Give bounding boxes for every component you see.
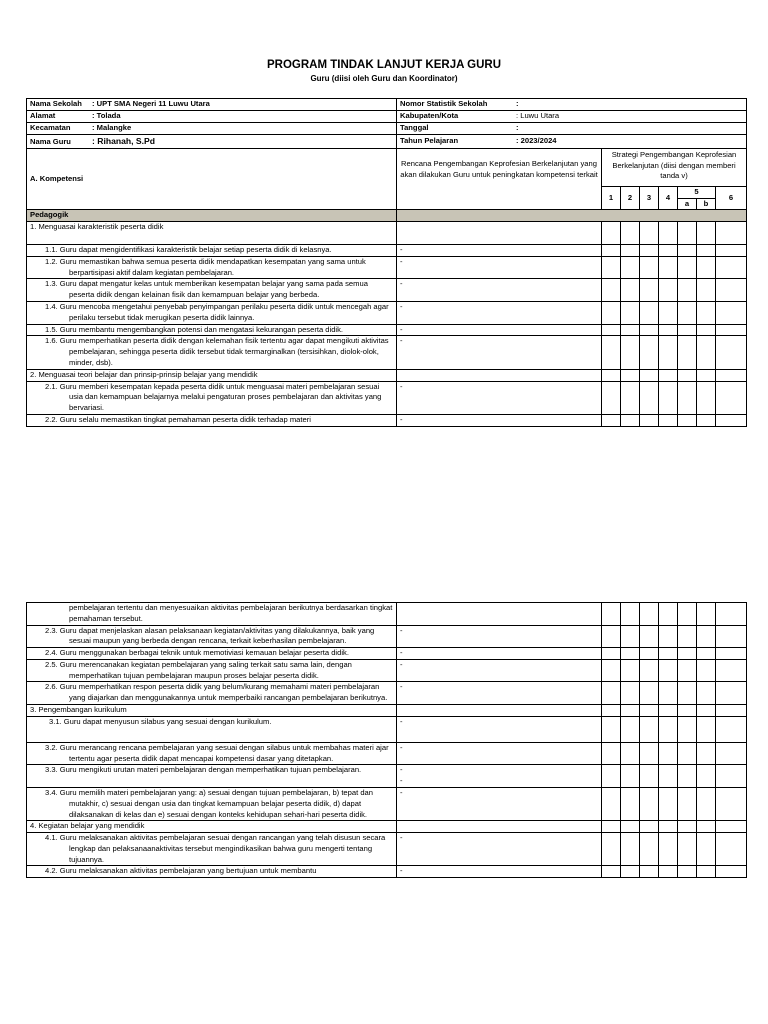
plan-cell bbox=[397, 369, 602, 381]
nss-label: Nomor Statistik Sekolah bbox=[400, 99, 488, 109]
item-text: pembelajaran tertentu dan menyesuaikan aktivitas pembelajaran berikutnya berdasarkan tingkat pemahaman tersebut. bbox=[27, 603, 397, 626]
strategy-check-cell bbox=[697, 659, 716, 682]
strategy-check-cell bbox=[621, 625, 640, 648]
strategy-check-cell bbox=[716, 336, 747, 369]
group-label: 4. Kegiatan belajar yang mendidik bbox=[27, 821, 397, 833]
item-row bbox=[27, 765, 747, 788]
strategy-check-cell bbox=[640, 302, 659, 325]
plan-cell bbox=[397, 705, 602, 717]
strategy-check-cell bbox=[697, 716, 716, 742]
item-row bbox=[27, 682, 747, 705]
strategy-check-cell bbox=[621, 682, 640, 705]
info-row bbox=[27, 111, 747, 123]
strategy-check-cell bbox=[640, 866, 659, 878]
strategy-check-cell bbox=[640, 369, 659, 381]
item-text: 3.3. Guru mengikuti urutan materi pembelajaran dengan memperhatikan tujuan pembelajaran. bbox=[27, 765, 397, 788]
col-6-header: 6 bbox=[716, 186, 747, 210]
strategy-check-cell bbox=[602, 256, 621, 279]
item-text: 4.1. Guru melaksanakan aktivitas pembelajaran sesuai dengan rancangan yang telah disusun secara lengkap dan pelaksanaanaktivitas tersebut mengindikasikan bahwa guru mengerti tentang tujuannya. bbox=[27, 833, 397, 866]
item-row bbox=[27, 716, 747, 742]
strategy-check-cell bbox=[640, 625, 659, 648]
plan-dash: - bbox=[400, 765, 403, 775]
strategy-check-cell bbox=[697, 787, 716, 820]
group-row bbox=[27, 821, 747, 833]
item-row bbox=[27, 381, 747, 414]
item-row bbox=[27, 787, 747, 820]
item-text: 1.5. Guru membantu mengembangkan potensi dan mengatasi kekurangan peserta didik. bbox=[27, 324, 397, 336]
strategy-check-cell bbox=[697, 222, 716, 245]
strategy-check-cell bbox=[602, 821, 621, 833]
item-text: 1.1. Guru dapat mengidentifikasi karakteristik belajar setiap peserta didik di kelasnya. bbox=[27, 245, 397, 257]
strategy-check-cell bbox=[621, 787, 640, 820]
strategy-check-cell bbox=[659, 765, 678, 788]
strategy-check-cell bbox=[716, 821, 747, 833]
strategy-check-cell bbox=[640, 787, 659, 820]
strategy-check-cell bbox=[602, 716, 621, 742]
strategy-check-cell bbox=[659, 336, 678, 369]
nama-guru-cell bbox=[27, 135, 397, 149]
plan-cell: - bbox=[397, 833, 602, 866]
item-row bbox=[27, 659, 747, 682]
strategy-check-cell bbox=[716, 256, 747, 279]
strategy-check-cell bbox=[716, 625, 747, 648]
item-row bbox=[27, 336, 747, 369]
item-row bbox=[27, 302, 747, 325]
tahun-label: Tahun Pelajaran bbox=[400, 136, 459, 145]
strategy-check-cell bbox=[640, 659, 659, 682]
strategy-check-cell bbox=[640, 833, 659, 866]
strategy-check-cell bbox=[640, 603, 659, 626]
strategy-check-cell bbox=[602, 765, 621, 788]
strategy-check-cell bbox=[678, 603, 697, 626]
strategy-check-cell bbox=[659, 603, 678, 626]
strategy-check-cell bbox=[678, 648, 697, 660]
strategy-check-cell bbox=[659, 381, 678, 414]
kabupaten-label: Kabupaten/Kota bbox=[400, 111, 459, 121]
strategy-check-cell bbox=[678, 705, 697, 717]
strategy-check-cell bbox=[621, 716, 640, 742]
strategy-check-cell bbox=[716, 705, 747, 717]
strategy-check-cell bbox=[602, 625, 621, 648]
nama-sekolah-cell bbox=[27, 99, 397, 111]
tahun-cell bbox=[397, 135, 747, 149]
col-4-header: 4 bbox=[659, 186, 678, 210]
item-row bbox=[27, 256, 747, 279]
strategy-check-cell bbox=[716, 659, 747, 682]
strategy-check-cell bbox=[716, 222, 747, 245]
nss-cell bbox=[397, 99, 747, 111]
strategy-check-cell bbox=[678, 866, 697, 878]
strategy-check-cell bbox=[678, 833, 697, 866]
strategy-check-cell bbox=[659, 716, 678, 742]
strategy-check-cell bbox=[640, 648, 659, 660]
item-row bbox=[27, 625, 747, 648]
strategy-check-cell bbox=[716, 381, 747, 414]
strategy-check-cell bbox=[640, 336, 659, 369]
strategy-check-cell bbox=[621, 336, 640, 369]
col-5b-header: b bbox=[697, 198, 716, 210]
item-text: 1.4. Guru mencoba mengetahui penyebab penyimpangan perilaku peserta didik untuk mencegah agar perilaku tersebut tidak merugikan peserta didik lainnya. bbox=[27, 302, 397, 325]
group-label: 3. Pengembangan kurikulum bbox=[27, 705, 397, 717]
strategy-check-cell bbox=[659, 222, 678, 245]
strategy-check-cell bbox=[678, 381, 697, 414]
item-text: 2.5. Guru merencanakan kegiatan pembelajaran yang saling terkait satu sama lain, dengan memperhatikan tujuan pembelajaran maupun proses belajar peserta didik. bbox=[27, 659, 397, 682]
strategy-check-cell bbox=[621, 256, 640, 279]
strategi-header: Strategi Pengembangan Keprofesian Berkelanjutan (diisi dengan memberi tanda v) bbox=[602, 148, 747, 186]
strategy-check-cell bbox=[659, 256, 678, 279]
item-row bbox=[27, 648, 747, 660]
strategy-check-cell bbox=[697, 833, 716, 866]
group-label: 1. Menguasai karakteristik peserta didik bbox=[27, 222, 397, 245]
strategy-check-cell bbox=[640, 821, 659, 833]
item-row bbox=[27, 603, 747, 626]
item-text: 3.2. Guru merancang rencana pembelajaran yang sesuai dengan silabus untuk membahas materi ajar tertentu agar peserta didik dapat mencapai kompetensi dasar yang ditetapkan. bbox=[27, 742, 397, 765]
item-text: 3.4. Guru memilih materi pembelajaran yang: a) sesuai dengan tujuan pembelajaran, b) tepat dan mutakhir, c) sesuai dengan usia dan tingkat kemampuan belajar peserta didik, d) dapat dilaksanakan di kelas dan e) sesuai dengan konteks kehidupan sehari-hari peserta didik. bbox=[27, 787, 397, 820]
strategy-check-cell bbox=[602, 603, 621, 626]
item-row bbox=[27, 742, 747, 765]
strategy-check-cell bbox=[716, 245, 747, 257]
strategy-check-cell bbox=[678, 821, 697, 833]
strategy-check-cell bbox=[716, 324, 747, 336]
strategy-check-cell bbox=[697, 705, 716, 717]
strategy-check-cell bbox=[640, 245, 659, 257]
strategy-check-cell bbox=[602, 787, 621, 820]
strategy-check-cell bbox=[659, 648, 678, 660]
header-row bbox=[27, 148, 747, 186]
strategy-check-cell bbox=[640, 222, 659, 245]
plan-cell: - bbox=[397, 659, 602, 682]
strategy-check-cell bbox=[621, 866, 640, 878]
strategy-check-cell bbox=[659, 682, 678, 705]
strategy-check-cell bbox=[678, 222, 697, 245]
alamat-value: : Tolada bbox=[92, 111, 121, 121]
strategy-check-cell bbox=[659, 279, 678, 302]
strategy-check-cell bbox=[602, 866, 621, 878]
strategy-check-cell bbox=[621, 742, 640, 765]
strategy-check-cell bbox=[602, 381, 621, 414]
strategy-check-cell bbox=[716, 866, 747, 878]
strategy-check-cell bbox=[678, 765, 697, 788]
strategy-check-cell bbox=[697, 302, 716, 325]
kecamatan-cell bbox=[27, 123, 397, 135]
strategy-check-cell bbox=[602, 222, 621, 245]
strategy-check-cell bbox=[678, 369, 697, 381]
strategy-check-cell bbox=[697, 742, 716, 765]
strategy-check-cell bbox=[678, 279, 697, 302]
form-table-page-2 bbox=[26, 602, 747, 878]
strategy-check-cell bbox=[659, 659, 678, 682]
strategy-check-cell bbox=[640, 705, 659, 717]
strategy-check-cell bbox=[697, 603, 716, 626]
strategy-check-cell bbox=[640, 279, 659, 302]
strategy-check-cell bbox=[659, 625, 678, 648]
strategy-check-cell bbox=[640, 742, 659, 765]
nss-value: : bbox=[516, 99, 519, 109]
strategy-check-cell bbox=[602, 245, 621, 257]
strategy-check-cell bbox=[621, 603, 640, 626]
plan-dash: - bbox=[400, 776, 403, 786]
strategy-check-cell bbox=[640, 716, 659, 742]
strategy-check-cell bbox=[678, 625, 697, 648]
strategy-check-cell bbox=[659, 324, 678, 336]
strategy-check-cell bbox=[697, 256, 716, 279]
page-title: PROGRAM TINDAK LANJUT KERJA GURU bbox=[266, 59, 502, 71]
item-row bbox=[27, 414, 747, 426]
strategy-check-cell bbox=[621, 222, 640, 245]
strategy-check-cell bbox=[640, 324, 659, 336]
col-5-header: 5 bbox=[678, 186, 716, 198]
info-row bbox=[27, 99, 747, 111]
plan-cell: - bbox=[397, 414, 602, 426]
strategy-check-cell bbox=[659, 821, 678, 833]
plan-cell: - bbox=[397, 625, 602, 648]
strategy-check-cell bbox=[697, 682, 716, 705]
page-subtitle: Guru (diisi oleh Guru dan Koordinator) bbox=[310, 74, 458, 83]
strategy-check-cell bbox=[602, 324, 621, 336]
strategy-check-cell bbox=[716, 765, 747, 788]
group-row bbox=[27, 222, 747, 245]
item-text: 2.6. Guru memperhatikan respon peserta didik yang belum/kurang memahami materi pembelajaran yang diajarkan dan menggunakannya untuk memperbaiki rancangan pembelajaran berikutnya. bbox=[27, 682, 397, 705]
strategy-check-cell bbox=[716, 682, 747, 705]
plan-cell: - bbox=[397, 302, 602, 325]
item-text: 2.4. Guru menggunakan berbagai teknik untuk memotiviasi kemauan belajar peserta didik. bbox=[27, 648, 397, 660]
strategy-check-cell bbox=[716, 302, 747, 325]
tanggal-cell bbox=[397, 123, 747, 135]
alamat-label: Alamat bbox=[30, 111, 56, 121]
strategy-check-cell bbox=[621, 648, 640, 660]
tanggal-value: : bbox=[516, 123, 519, 133]
tahun-value: : 2023/2024 bbox=[516, 136, 557, 145]
strategy-check-cell bbox=[621, 302, 640, 325]
strategy-check-cell bbox=[659, 742, 678, 765]
strategy-check-cell bbox=[716, 742, 747, 765]
plan-cell bbox=[397, 821, 602, 833]
strategy-check-cell bbox=[716, 414, 747, 426]
item-row bbox=[27, 866, 747, 878]
strategy-check-cell bbox=[716, 833, 747, 866]
plan-cell bbox=[397, 765, 602, 788]
item-text: 1.2. Guru memastikan bahwa semua peserta didik mendapatkan kesempatan yang sama untuk berpartisipasi aktif dalam kegiatan pembelajaran. bbox=[27, 256, 397, 279]
nama-sekolah-label: Nama Sekolah bbox=[30, 99, 82, 109]
strategy-check-cell bbox=[621, 414, 640, 426]
item-text: 4.2. Guru melaksanakan aktivitas pembelajaran yang bertujuan untuk membantu bbox=[27, 866, 397, 878]
strategy-check-cell bbox=[678, 414, 697, 426]
strategy-check-cell bbox=[716, 716, 747, 742]
strategy-check-cell bbox=[621, 821, 640, 833]
strategy-check-cell bbox=[621, 833, 640, 866]
strategy-check-cell bbox=[602, 279, 621, 302]
section-label: Pedagogik bbox=[27, 210, 397, 222]
rencana-header: Rencana Pengembangan Keprofesian Berkelanjutan yang akan dilakukan Guru untuk peningkatan kompetensi terkait bbox=[397, 148, 602, 210]
item-row bbox=[27, 833, 747, 866]
strategy-check-cell bbox=[640, 414, 659, 426]
strategy-check-cell bbox=[716, 603, 747, 626]
strategy-check-cell bbox=[678, 302, 697, 325]
plan-cell: - bbox=[397, 742, 602, 765]
kecamatan-value: : Malangke bbox=[92, 123, 132, 133]
strategy-check-cell bbox=[716, 648, 747, 660]
item-text: 2.1. Guru memberi kesempatan kepada peserta didik untuk menguasai materi pembelajaran sesuai usia dan kemampuan belajarnya melalui pengaturan proses pembelajaran dan aktivitas yang bervariasi. bbox=[27, 381, 397, 414]
kabupaten-cell bbox=[397, 111, 747, 123]
kompetensi-header: A. Kompetensi bbox=[27, 148, 397, 210]
strategy-check-cell bbox=[621, 381, 640, 414]
nama-sekolah-value: : UPT SMA Negeri 11 Luwu Utara bbox=[92, 99, 210, 109]
plan-cell: - bbox=[397, 324, 602, 336]
strategy-check-cell bbox=[621, 279, 640, 302]
strategy-check-cell bbox=[602, 833, 621, 866]
kabupaten-value: : Luwu Utara bbox=[516, 111, 560, 121]
strategy-check-cell bbox=[697, 765, 716, 788]
col-1-header: 1 bbox=[602, 186, 621, 210]
item-text: 2.3. Guru dapat menjelaskan alasan pelaksanaan kegiatan/aktivitas yang dilakukannya, baik yang sesuai maupun yang berbeda dengan rencana, terkait keberhasilan pembelajaran. bbox=[27, 625, 397, 648]
group-row bbox=[27, 369, 747, 381]
strategy-check-cell bbox=[621, 659, 640, 682]
item-text: 1.3. Guru dapat mengatur kelas untuk memberikan kesempatan belajar yang sama pada semua peserta didik dengan kelainan fisik dan kemampuan belajar yang berbeda. bbox=[27, 279, 397, 302]
nama-guru-label: Nama Guru bbox=[30, 137, 71, 146]
strategy-check-cell bbox=[697, 336, 716, 369]
plan-cell bbox=[397, 222, 602, 245]
strategy-check-cell bbox=[697, 866, 716, 878]
strategy-check-cell bbox=[621, 705, 640, 717]
strategy-check-cell bbox=[659, 705, 678, 717]
strategy-check-cell bbox=[678, 336, 697, 369]
strategy-check-cell bbox=[659, 245, 678, 257]
plan-cell: - bbox=[397, 279, 602, 302]
plan-cell: - bbox=[397, 245, 602, 257]
strategy-check-cell bbox=[659, 866, 678, 878]
strategy-check-cell bbox=[716, 369, 747, 381]
strategy-check-cell bbox=[678, 245, 697, 257]
item-text: 2.2. Guru selalu memastikan tingkat pemahaman peserta didik terhadap materi bbox=[27, 414, 397, 426]
plan-cell: - bbox=[397, 787, 602, 820]
strategy-check-cell bbox=[640, 381, 659, 414]
strategy-check-cell bbox=[678, 682, 697, 705]
form-table-page-1 bbox=[26, 98, 747, 427]
strategy-check-cell bbox=[697, 625, 716, 648]
strategy-check-cell bbox=[678, 742, 697, 765]
tanggal-label: Tanggal bbox=[400, 123, 429, 133]
strategy-check-cell bbox=[602, 302, 621, 325]
info-row bbox=[27, 123, 747, 135]
plan-cell: - bbox=[397, 336, 602, 369]
strategy-check-cell bbox=[697, 369, 716, 381]
strategy-check-cell bbox=[697, 324, 716, 336]
section-row bbox=[27, 210, 747, 222]
strategy-check-cell bbox=[697, 821, 716, 833]
strategy-check-cell bbox=[678, 787, 697, 820]
strategy-check-cell bbox=[697, 245, 716, 257]
strategy-check-cell bbox=[602, 742, 621, 765]
strategy-check-cell bbox=[602, 648, 621, 660]
strategy-check-cell bbox=[678, 659, 697, 682]
group-label: 2. Menguasai teori belajar dan prinsip-prinsip belajar yang mendidik bbox=[27, 369, 397, 381]
strategy-check-cell bbox=[621, 369, 640, 381]
nama-guru-value: : Rihanah, S.Pd bbox=[92, 136, 156, 146]
kecamatan-label: Kecamatan bbox=[30, 123, 71, 133]
item-text: 3.1. Guru dapat menyusun silabus yang sesuai dengan kurikulum. bbox=[27, 716, 397, 742]
strategy-check-cell bbox=[640, 682, 659, 705]
plan-cell: - bbox=[397, 381, 602, 414]
strategy-check-cell bbox=[602, 414, 621, 426]
strategy-check-cell bbox=[602, 705, 621, 717]
alamat-cell bbox=[27, 111, 397, 123]
item-text: 1.6. Guru memperhatikan peserta didik dengan kelemahan fisik tertentu agar dapat mengikuti aktivitas pembelajaran, sehingga peserta didik tersebut tidak termarginalkan (tersisihkan, diolok-olok, minder, dsb). bbox=[27, 336, 397, 369]
strategy-check-cell bbox=[697, 279, 716, 302]
strategy-check-cell bbox=[678, 324, 697, 336]
strategy-check-cell bbox=[602, 369, 621, 381]
strategy-check-cell bbox=[621, 765, 640, 788]
strategy-check-cell bbox=[697, 414, 716, 426]
item-row bbox=[27, 245, 747, 257]
strategy-check-cell bbox=[659, 302, 678, 325]
strategy-check-cell bbox=[640, 256, 659, 279]
strategy-check-cell bbox=[678, 256, 697, 279]
strategy-check-cell bbox=[602, 659, 621, 682]
col-3-header: 3 bbox=[640, 186, 659, 210]
col-2-header: 2 bbox=[621, 186, 640, 210]
strategy-check-cell bbox=[659, 414, 678, 426]
strategy-check-cell bbox=[659, 833, 678, 866]
item-row bbox=[27, 324, 747, 336]
plan-cell: - bbox=[397, 682, 602, 705]
strategy-check-cell bbox=[697, 381, 716, 414]
strategy-check-cell bbox=[621, 245, 640, 257]
strategy-check-cell bbox=[716, 279, 747, 302]
strategy-check-cell bbox=[602, 682, 621, 705]
plan-cell: - bbox=[397, 866, 602, 878]
plan-cell: - bbox=[397, 648, 602, 660]
strategy-check-cell bbox=[659, 369, 678, 381]
section-fill bbox=[397, 210, 747, 222]
strategy-check-cell bbox=[678, 716, 697, 742]
item-row bbox=[27, 279, 747, 302]
info-row bbox=[27, 135, 747, 149]
group-row bbox=[27, 705, 747, 717]
plan-cell bbox=[397, 603, 602, 626]
col-5a-header: a bbox=[678, 198, 697, 210]
strategy-check-cell bbox=[640, 765, 659, 788]
plan-cell: - bbox=[397, 716, 602, 742]
strategy-check-cell bbox=[602, 336, 621, 369]
strategy-check-cell bbox=[621, 324, 640, 336]
plan-cell: - bbox=[397, 256, 602, 279]
strategy-check-cell bbox=[697, 648, 716, 660]
strategy-check-cell bbox=[716, 787, 747, 820]
strategy-check-cell bbox=[659, 787, 678, 820]
